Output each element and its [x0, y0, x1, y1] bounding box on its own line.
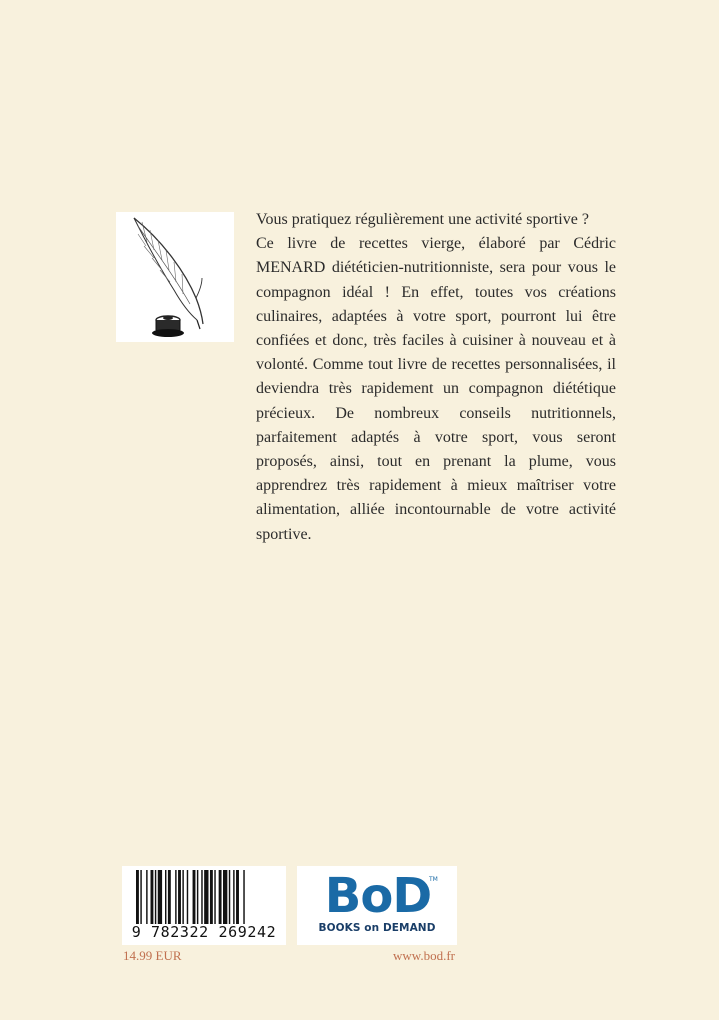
blurb-body: Ce livre de recettes vierge, élaboré par Cédric MENARD diététicien-nutritionniste, sera pour vous le compagnon idéal ! En effet, toutes vos créations culinaires, adaptées à votre sport, pourront lui être confiées et donc, très faciles à cuisiner à nouveau et à volonté. Comme tout livre de recettes personnalisées, il deviendra très rapidement un compagnon diététique précieux. De nombreux conseils nutritionnels, parfaitement adaptés à votre sport, vous seront proposés, ainsi, tout en prenant la plume, vous apprendrez très rapidement à mieux maîtriser votre alimentation, alliée incontournable de votre activité sportive.	[256, 235, 616, 543]
barcode-bar	[136, 870, 139, 924]
barcode-bar	[155, 870, 156, 924]
barcode-bar	[168, 870, 171, 924]
barcode-bar	[243, 870, 244, 924]
barcode-bar	[178, 870, 181, 924]
barcode-bar	[229, 870, 230, 924]
barcode-bar	[182, 870, 183, 924]
barcode-bar	[210, 870, 213, 924]
publisher-logo	[297, 866, 457, 945]
barcode-digits: 9 782322 269242	[131, 923, 277, 941]
barcode-bar	[219, 870, 222, 924]
barcode-bars	[136, 870, 272, 924]
barcode-bar	[187, 870, 188, 924]
price: 14.99 EUR	[123, 948, 182, 963]
barcode-bar	[193, 870, 196, 924]
back-cover-blurb	[256, 208, 616, 547]
barcode-bar	[158, 870, 162, 924]
barcode-bar	[201, 870, 202, 924]
barcode-bar	[165, 870, 166, 924]
barcode-bar	[223, 870, 227, 924]
barcode-bar	[146, 870, 147, 924]
barcode-bar	[233, 870, 234, 924]
publisher-url: www.bod.fr	[393, 948, 455, 963]
bod-trademark: TM	[429, 876, 438, 883]
barcode-bar	[236, 870, 239, 924]
barcode-bar	[140, 870, 141, 924]
blurb-lead: Vous pratiquez régulièrement une activité sportive ?	[256, 211, 589, 228]
barcode-bar	[204, 870, 208, 924]
bod-logo-text: BoD	[324, 868, 432, 924]
barcode-bar	[197, 870, 198, 924]
barcode-bar	[151, 870, 154, 924]
isbn-barcode	[122, 866, 286, 945]
quill-inkwell-icon	[116, 212, 234, 342]
bod-subline: BOOKS on DEMAND	[318, 922, 436, 934]
barcode-bar	[214, 870, 215, 924]
quill-illustration	[116, 212, 234, 342]
barcode-bar	[175, 870, 176, 924]
